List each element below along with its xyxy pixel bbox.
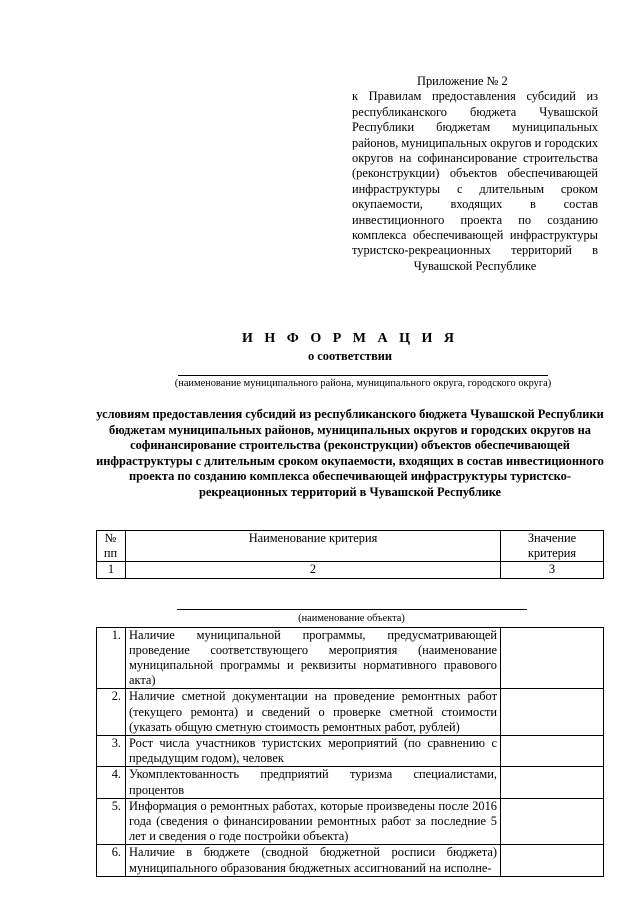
table-row bbox=[97, 689, 604, 736]
appendix-block bbox=[352, 74, 598, 274]
municipality-caption: (наименование муниципального района, муниципального округа, городского округа) bbox=[174, 378, 552, 389]
row-criterion: Наличие в бюджете (сводной бюджетной росписи бюджета) муниципального образования бюджетных ассигнований на исполне- bbox=[126, 845, 501, 876]
row-number: 3. bbox=[97, 736, 126, 767]
row-criterion: Рост числа участников туристских мероприятий (по сравнению с предыдущим годом), человек bbox=[126, 736, 501, 767]
column-number-1: 1 bbox=[97, 562, 126, 578]
header-value: Значение критерия bbox=[501, 531, 604, 562]
appendix-number: Приложение № 2 bbox=[417, 74, 508, 88]
row-value bbox=[501, 736, 604, 767]
table-row bbox=[97, 845, 604, 876]
row-criterion: Информация о ремонтных работах, которые произведены после 2016 года (сведения о финансировании ремонтных работ за последние 5 лет и сведения о годе постройки объекта) bbox=[126, 798, 501, 845]
row-number: 2. bbox=[97, 689, 126, 736]
row-number: 5. bbox=[97, 798, 126, 845]
table-row bbox=[97, 627, 604, 689]
object-name-row bbox=[97, 578, 604, 627]
table-row bbox=[97, 736, 604, 767]
row-value bbox=[501, 689, 604, 736]
table-header-row bbox=[97, 531, 604, 562]
table-row bbox=[97, 767, 604, 798]
conditions-heading: условиям предоставления субсидий из республиканского бюджета Чувашской Республики бюджетам муниципальных районов, муниципальных округов и городских округов на софинансирование строительства (реконструкции) объектов обеспечивающей инфраструктуры с длительным сроком окупаемости, входящих в состав инвестиционного проекта по созданию комплекса обеспечивающей инфраструктуры туристско-рекреационных территорий в Чувашской Республике bbox=[96, 407, 604, 499]
object-name-cell bbox=[97, 578, 604, 627]
document-subtitle: о соответствии bbox=[307, 349, 393, 363]
object-name-line bbox=[177, 609, 527, 610]
criteria-table bbox=[96, 530, 604, 877]
row-number: 1. bbox=[97, 627, 126, 689]
row-number: 4. bbox=[97, 767, 126, 798]
table-column-numbers-row bbox=[97, 562, 604, 578]
header-criterion: Наименование критерия bbox=[126, 531, 501, 562]
column-number-3: 3 bbox=[501, 562, 604, 578]
header-number: № пп bbox=[97, 531, 126, 562]
row-criterion: Наличие сметной документации на проведение ремонтных работ (текущего ремонта) и сведений о проверке сметной стоимости (указать общую сметную стоимость ремонтных работ, рублей) bbox=[126, 689, 501, 736]
table-row bbox=[97, 798, 604, 845]
row-value bbox=[501, 798, 604, 845]
row-value bbox=[501, 845, 604, 876]
row-criterion: Укомплектованность предприятий туризма специалистами, процентов bbox=[126, 767, 501, 798]
row-value bbox=[501, 767, 604, 798]
appendix-text: к Правилам предоставления субсидий из республиканского бюджета Чувашской Республики бюджетам муниципальных районов, муниципальных округов и городских округов на софинансирование строительства (реконструкции) объектов обеспечивающей инфраструктуры с длительным сроком окупаемости, входящих в состав инвестиционного проекта по созданию комплекса обеспечивающей инфраструктуры туристско-рекреационных территорий в Чувашской Республике bbox=[352, 89, 599, 273]
row-criterion: Наличие муниципальной программы, предусматривающей проведение соответствующего мероприятия (наименование муниципальной программы и реквизиты нормативного правового акта) bbox=[126, 627, 501, 689]
municipality-line bbox=[178, 375, 548, 376]
document-title: И Н Ф О Р М А Ц И Я bbox=[242, 331, 458, 346]
column-number-2: 2 bbox=[126, 562, 501, 578]
row-value bbox=[501, 627, 604, 689]
row-number: 6. bbox=[97, 845, 126, 876]
object-caption: (наименование объекта) bbox=[298, 612, 405, 624]
